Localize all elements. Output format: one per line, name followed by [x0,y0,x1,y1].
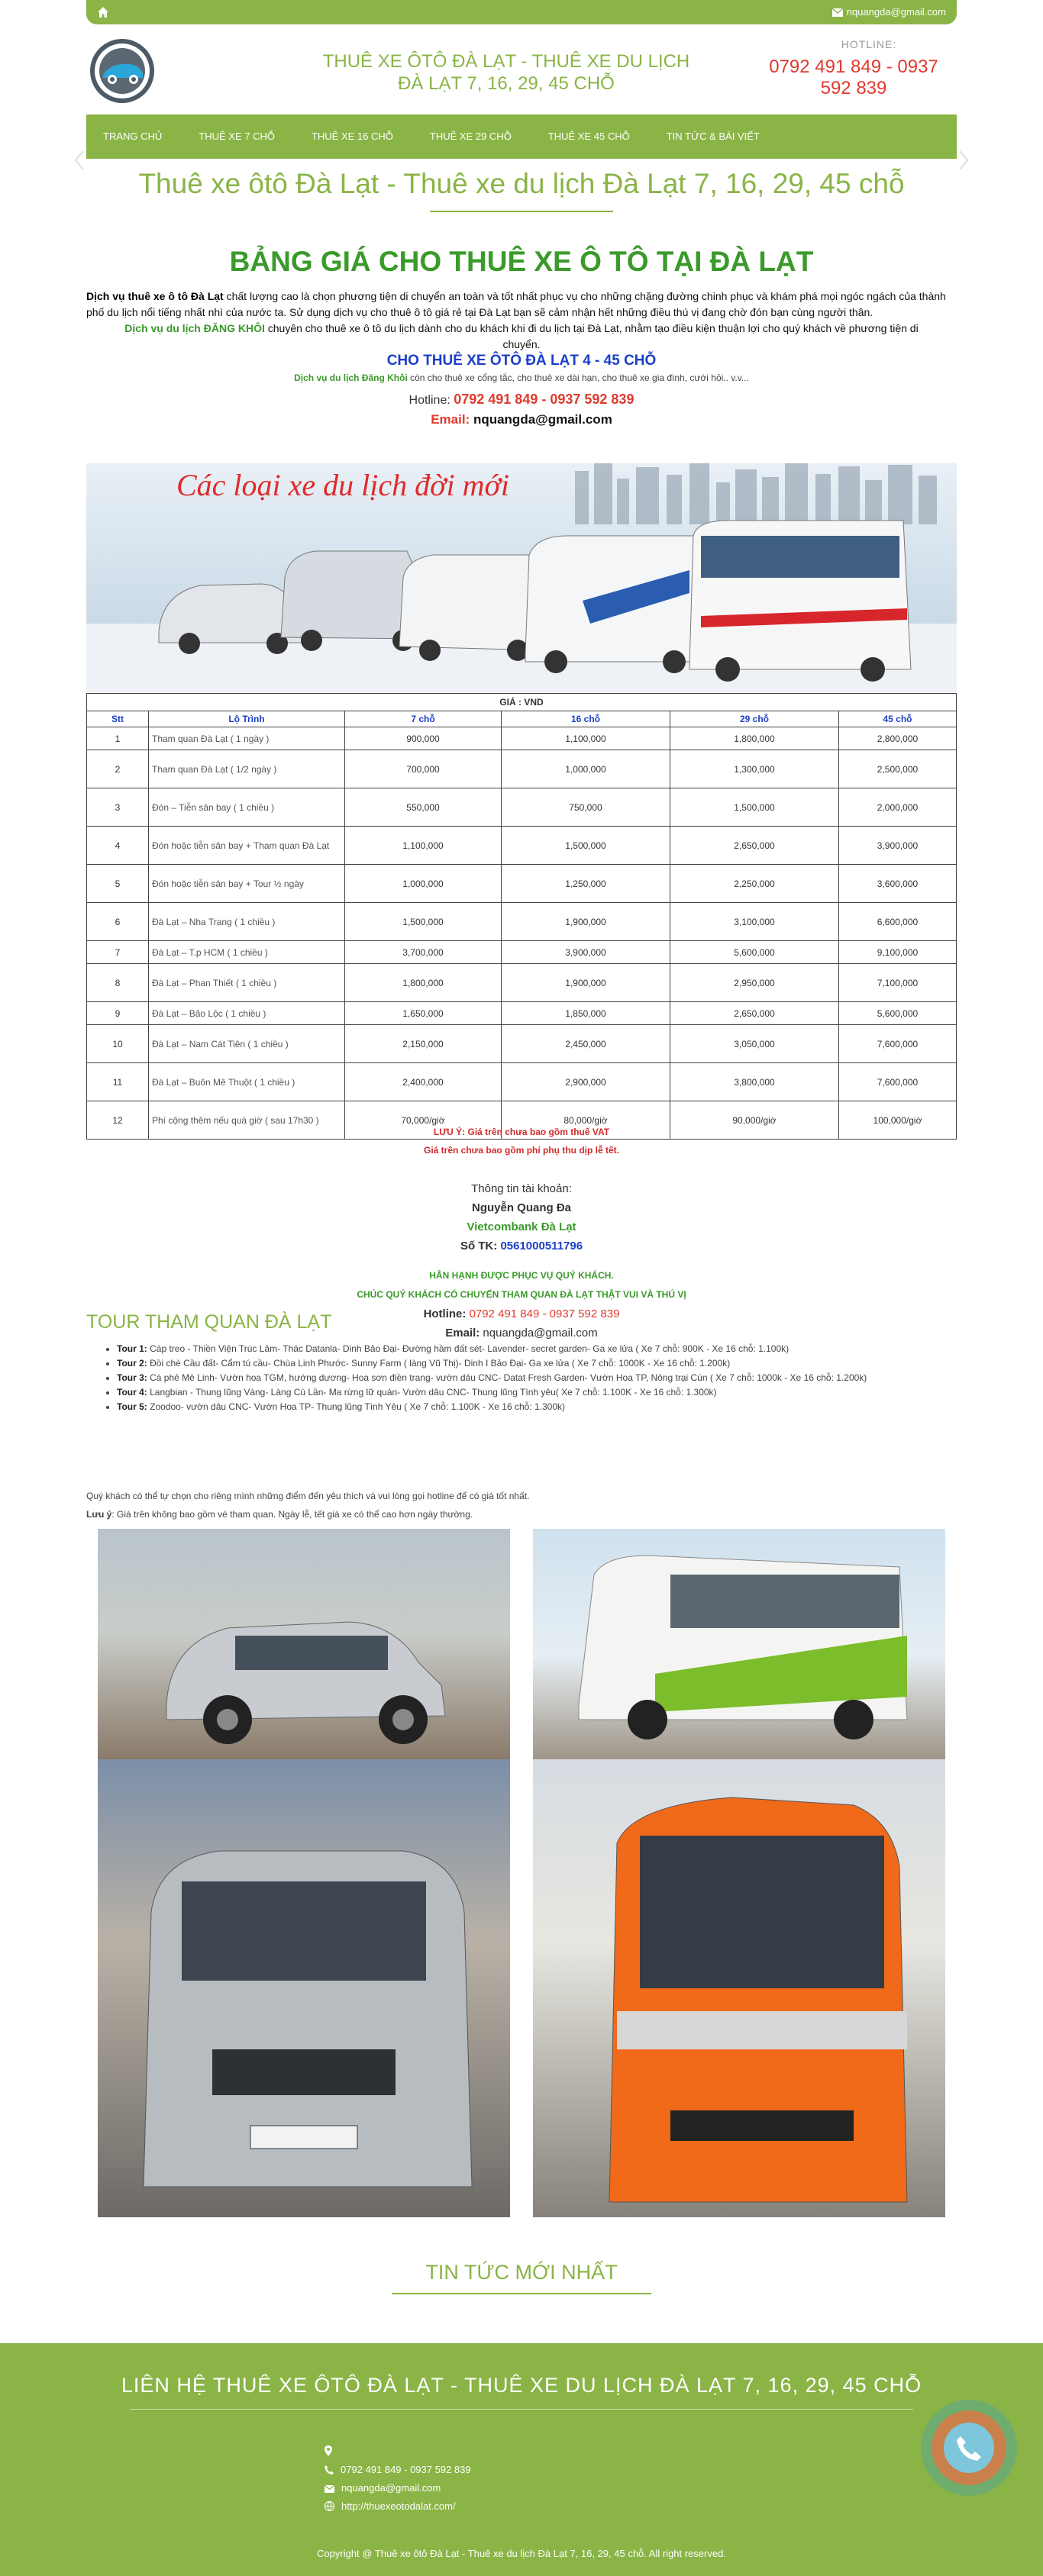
col-route: Lộ Trình [149,711,345,727]
cell-16: 80,000/giờ [502,1101,670,1140]
cell-29: 5,600,000 [670,941,839,964]
tour-note-text: : Giá trên không bao gồm vé tham quan. Ngày lễ, tết giá xe có thể cao hơn ngày thường. [111,1509,473,1520]
cell-7: 2,400,000 [345,1063,502,1101]
services-text: còn cho thuê xe cổng tắc, cho thuê xe dài hạn, cho thuê xe gia đình, cưới hỏi.. v.v... [407,372,749,383]
nav-item-7-seat[interactable]: THUÊ XE 7 CHỖ [199,131,275,142]
footer-website-text: http://thuexeotodalat.com/ [341,2500,456,2512]
cell-29: 1,500,000 [670,788,839,827]
account-email-label: Email: [445,1327,483,1340]
photo-suv [98,1529,510,1759]
cell-stt: 8 [87,964,149,1002]
tour-section-title: TOUR THAM QUAN ĐÀ LẠT [86,1311,332,1333]
cell-stt: 12 [87,1101,149,1140]
intro-text-2: chuyên cho thuê xe ô tô du lịch dành cho du khách khi đi du lịch tại Đà Lạt, nhằm tạo điều kiện thuận lợi cho quý khách về phương tiện di chuyển. [264,322,919,350]
cell-7: 700,000 [345,750,502,788]
cell-29: 90,000/giờ [670,1101,839,1140]
floating-call-button[interactable] [921,2400,1017,2496]
account-email-value[interactable]: nquangda@gmail.com [483,1327,598,1340]
tour-desc: Zoodoo- vườn dâu CNC- Vườn Hoa TP- Thung lũng Tình Yêu ( Xe 7 chỗ: 1.100K - Xe 16 chỗ: 1.300k) [147,1401,566,1412]
intro-hotline-label: Hotline: [408,394,454,407]
footer-website[interactable] [325,2497,471,2516]
list-item [117,1400,964,1414]
table-row [87,827,957,865]
banner-text: Các loại xe du lịch đời mới [176,468,509,502]
phone-icon [944,2423,994,2473]
welcome-line-1: HÂN HẠNH ĐƯỢC PHỤC VỤ QUÝ KHÁCH. [429,1270,614,1281]
tour-note-label: Lưu ý [86,1509,112,1520]
cell-route: Đón – Tiễn sân bay ( 1 chiều ) [149,788,345,827]
phone-icon [325,2465,334,2474]
cell-16: 1,500,000 [502,827,670,865]
cell-45: 2,000,000 [839,788,957,827]
table-row [87,964,957,1002]
cell-16: 1,850,000 [502,1002,670,1025]
cell-route: Đà Lạt – Nha Trang ( 1 chiều ) [149,903,345,941]
list-item [117,1371,964,1385]
logo[interactable] [88,37,157,105]
account-hotline-label: Hotline: [423,1307,470,1320]
footer-address [325,2442,471,2461]
nav-item-16-seat[interactable]: THUÊ XE 16 CHỖ [311,131,393,142]
cell-route: Tham quan Đà Lạt ( 1/2 ngày ) [149,750,345,788]
cell-29: 1,800,000 [670,727,839,750]
table-row [87,865,957,903]
car-bus-29 [525,536,705,673]
intro-email-label: Email: [431,412,473,427]
footer-email[interactable] [325,2479,471,2497]
photo-bus-45-art [533,1759,945,2217]
note-surcharge: Giá trên chưa bao gồm phí phụ thu dịp lễ tết. [423,1145,620,1156]
cell-7: 1,500,000 [345,903,502,941]
tour-name: Tour 5: [117,1401,147,1412]
tour-name: Tour 4: [117,1387,147,1398]
tour-desc: Cà phê Mê Linh- Vườn hoa TGM, hướng dương- Hoa sơn điền trang- vườn dâu CNC- Datat Fresh Garden- Vườn Hoa TP, Nông trại Cún ( Xe 7 chỗ: 1000k - Xe 16 chỗ: 1.200k) [147,1372,867,1383]
footer-phone-text: 0792 491 849 - 0937 592 839 [341,2464,471,2475]
cell-stt: 3 [87,788,149,827]
cell-29: 1,300,000 [670,750,839,788]
tour-note [86,1487,957,1523]
cell-29: 2,250,000 [670,865,839,903]
cell-29: 2,650,000 [670,827,839,865]
cell-stt: 9 [87,1002,149,1025]
tour-desc: Langbian - Thung lũng Vàng- Làng Cù Lần- Ma rừng lữ quán- Vườn dâu CNC- Thung lũng Tình yêu( Xe 7 chỗ: 1.100K - Xe 16 chỗ: 1.300k) [147,1387,717,1398]
envelope-icon [325,2485,334,2493]
intro-green: Dịch vụ du lịch ĐĂNG KHÔI [124,322,265,334]
cell-45: 100,000/giờ [839,1101,957,1140]
hotline-number[interactable]: 0792 491 849 - 0937 592 839 [769,56,938,98]
cell-route: Đà Lạt – Phan Thiết ( 1 chiều ) [149,964,345,1002]
car-bus-45 [689,521,911,682]
table-row [87,1063,957,1101]
photo-van-16 [98,1759,510,2217]
tour-note-2 [86,1505,957,1523]
tour-name: Tour 3: [117,1372,147,1383]
cell-stt: 1 [87,727,149,750]
intro-hotline-number[interactable]: 0792 491 849 - 0937 592 839 [454,392,635,407]
cell-7: 70,000/giờ [345,1101,502,1140]
cell-stt: 4 [87,827,149,865]
cell-45: 3,600,000 [839,865,957,903]
tour-desc: Cáp treo - Thiền Viện Trúc Lâm- Thác Datanla- Dinh Bảo Đại- Đường hầm đất sét- Lavender- secret garden- Ga xe lửa ( Xe 7 chỗ: 900K - Xe 16 chỗ: 1.100k) [147,1343,790,1354]
price-notes [86,1127,957,1156]
cell-7: 550,000 [345,788,502,827]
account-name: Nguyễn Quang Đa [471,1201,571,1214]
site-header [86,24,957,114]
table-row [87,788,957,827]
nav-item-news[interactable]: TIN TỨC & BÀI VIẾT [666,131,760,142]
photo-bus-45 [533,1759,945,2217]
cell-stt: 7 [87,941,149,964]
cell-7: 1,800,000 [345,964,502,1002]
account-bank: Vietcombank Đà Lạt [467,1220,576,1233]
top-email-text: nquangda@gmail.com [846,6,946,18]
cell-7: 900,000 [345,727,502,750]
news-underline [392,2293,651,2294]
cell-45: 9,100,000 [839,941,957,964]
cell-45: 5,600,000 [839,1002,957,1025]
table-row [87,903,957,941]
nav-item-29-seat[interactable]: THUÊ XE 29 CHỖ [429,131,512,142]
photo-bus-29 [533,1529,945,1759]
col-16-seat: 16 chỗ [502,711,670,727]
col-7-seat: 7 chỗ [345,711,502,727]
account-number: 0561000511796 [500,1240,583,1253]
cell-29: 3,050,000 [670,1025,839,1063]
intro-hotline [86,392,957,408]
table-row [87,1002,957,1025]
intro-email [86,411,957,427]
account-number-line [86,1236,957,1256]
cell-45: 7,100,000 [839,964,957,1002]
cell-7: 1,100,000 [345,827,502,865]
cell-45: 7,600,000 [839,1025,957,1063]
price-heading: BẢNG GIÁ CHO THUÊ XE Ô TÔ TẠI ĐÀ LẠT [229,246,814,277]
cell-16: 2,900,000 [502,1063,670,1101]
cell-stt: 11 [87,1063,149,1101]
tour-name: Tour 2: [117,1358,147,1369]
globe-icon [325,2501,334,2511]
page-title: Thuê xe ôtô Đà Lạt - Thuê xe du lịch Đà Lạt 7, 16, 29, 45 chỗ [138,168,905,199]
account-number-label: Số TK: [460,1240,501,1253]
tour-name: Tour 1: [117,1343,147,1354]
cell-route: Đón hoặc tiễn sân bay + Tham quan Đà Lạt [149,827,345,865]
cell-16: 1,000,000 [502,750,670,788]
photo-van-16-art [98,1759,510,2217]
cell-7: 1,650,000 [345,1002,502,1025]
price-unit-label: GIÁ : VND [87,694,957,711]
cell-45: 3,900,000 [839,827,957,865]
note-vat: LƯU Ý: Giá trên chưa bao gồm thuế VAT [433,1127,610,1137]
cell-29: 2,650,000 [670,1002,839,1025]
list-item [117,1385,964,1400]
main-nav [86,114,957,159]
footer-divider [130,2409,913,2410]
cell-route: Phí cộng thêm nếu quá giờ ( sau 17h30 ) [149,1101,345,1140]
site-title[interactable]: THUÊ XE ÔTÔ ĐÀ LẠT - THUÊ XE DU LỊCH ĐÀ LẠT 7, 16, 29, 45 CHỖ [322,51,690,94]
envelope-icon [832,8,843,17]
cell-16: 1,900,000 [502,903,670,941]
cell-7: 1,000,000 [345,865,502,903]
cell-stt: 6 [87,903,149,941]
intro-section [86,289,957,427]
call-button-inner [944,2423,994,2473]
cell-7: 2,150,000 [345,1025,502,1063]
cell-16: 1,250,000 [502,865,670,903]
cars-banner [86,463,957,692]
nav-item-home[interactable]: TRANG CHỦ [103,131,163,142]
cell-stt: 2 [87,750,149,788]
list-item [117,1356,964,1371]
cell-16: 1,100,000 [502,727,670,750]
col-29-seat: 29 chỗ [670,711,839,727]
hotline-label: HOTLINE: [841,38,897,50]
list-item [117,1342,964,1356]
cell-7: 3,700,000 [345,941,502,964]
services-green: Dịch vụ du lịch Đăng Khôi [294,372,408,383]
cell-45: 6,600,000 [839,903,957,941]
intro-bold: Dịch vụ thuê xe ô tô Đà Lạt [86,290,224,302]
account-label: Thông tin tài khoản: [471,1182,572,1195]
cell-29: 2,950,000 [670,964,839,1002]
top-bar [86,0,957,24]
rent-heading: CHO THUÊ XE ÔTÔ ĐÀ LẠT 4 - 45 CHỖ [386,353,657,369]
cell-route: Đà Lạt – Bảo Lộc ( 1 chiều ) [149,1002,345,1025]
intro-paragraph-1 [86,289,957,321]
car-van-white [399,555,544,661]
tour-list [102,1342,964,1414]
table-row [87,1025,957,1063]
cell-16: 2,450,000 [502,1025,670,1063]
table-row [87,750,957,788]
col-45-seat: 45 chỗ [839,711,957,727]
cell-16: 750,000 [502,788,670,827]
cell-45: 2,500,000 [839,750,957,788]
cell-route: Đà Lạt – T.p HCM ( 1 chiều ) [149,941,345,964]
tour-desc: Đồi chè Cầu đất- Cẩm tú cầu- Chùa Linh Phước- Sunny Farm ( làng Vũ Thị)- Dinh I Bảo Đại- Ga xe lửa ( Xe 7 chỗ: 1000K - Xe 16 chỗ: 1.200k) [147,1358,731,1369]
slider-next-arrow-icon[interactable] [958,150,969,171]
table-row [87,941,957,964]
title-underline [430,211,613,212]
price-table [86,693,957,1140]
map-pin-icon [325,2445,332,2456]
photo-bus-29-art [533,1529,945,1759]
cell-16: 1,900,000 [502,964,670,1002]
cell-45: 7,600,000 [839,1063,957,1101]
footer-copyright: Copyright @ Thuê xe ôtô Đà Lạt - Thuê xe du lịch Đà Lạt 7, 16, 29, 45 chỗ. All right reserved. [317,2548,726,2559]
footer-email-text: nquangda@gmail.com [341,2482,441,2494]
cell-29: 3,100,000 [670,903,839,941]
intro-text-1: chất lượng cao là chọn phương tiện di chuyển an toàn và tốt nhất phục vụ cho những chặng đường chinh phục và khám phá mọi ngóc ngách của thành phố du lịch nổi tiếng nhất nhì của nước ta. Sử dụng dịch vụ cho thuê ô tô giá rẻ tại Đà Lạt bạn sẽ cảm nhận hết những điều thú vị đang chờ đón bạn cùng người thân. [86,290,946,318]
cars-banner-art [86,463,957,692]
slider-prev-arrow-icon[interactable] [74,150,85,171]
nav-item-45-seat[interactable]: THUÊ XE 45 CHỖ [547,131,630,142]
table-header-row [87,711,957,727]
cell-route: Đà Lạt – Nam Cát Tiên ( 1 chiều ) [149,1025,345,1063]
cell-route: Tham quan Đà Lạt ( 1 ngày ) [149,727,345,750]
cell-stt: 10 [87,1025,149,1063]
footer-contact [325,2442,471,2516]
col-stt: Stt [87,711,149,727]
cell-route: Đón hoặc tiễn sân bay + Tour ½ ngày [149,865,345,903]
footer-title: LIÊN HỆ THUÊ XE ÔTÔ ĐÀ LẠT - THUÊ XE DU LỊCH ĐÀ LẠT 7, 16, 29, 45 CHỖ [121,2374,922,2397]
photo-suv-art [98,1529,510,1759]
home-icon[interactable] [95,5,111,20]
cell-29: 3,800,000 [670,1063,839,1101]
tour-note-1: Quý khách có thể tự chọn cho riêng mình những điểm đến yêu thích và vui lòng gọi hotline để có giá tốt nhất. [86,1491,530,1501]
top-email[interactable] [832,6,946,18]
cell-route: Đà Lạt – Buôn Mê Thuột ( 1 chiều ) [149,1063,345,1101]
cell-16: 3,900,000 [502,941,670,964]
services-line [86,370,957,386]
intro-paragraph-2 [86,321,957,353]
site-footer [0,2343,1043,2576]
intro-email-value[interactable]: nquangda@gmail.com [473,412,612,427]
cell-45: 2,800,000 [839,727,957,750]
account-hotline-number[interactable]: 0792 491 849 - 0937 592 839 [469,1307,620,1320]
footer-phone[interactable] [325,2461,471,2479]
news-section-title: TIN TỨC MỚI NHẤT [425,2261,618,2284]
cell-stt: 5 [87,865,149,903]
welcome-line-2: CHÚC QUÝ KHÁCH CÓ CHUYẾN THAM QUAN ĐÀ LẠT THẬT VUI VÀ THÚ VỊ [357,1289,686,1300]
table-row [87,727,957,750]
